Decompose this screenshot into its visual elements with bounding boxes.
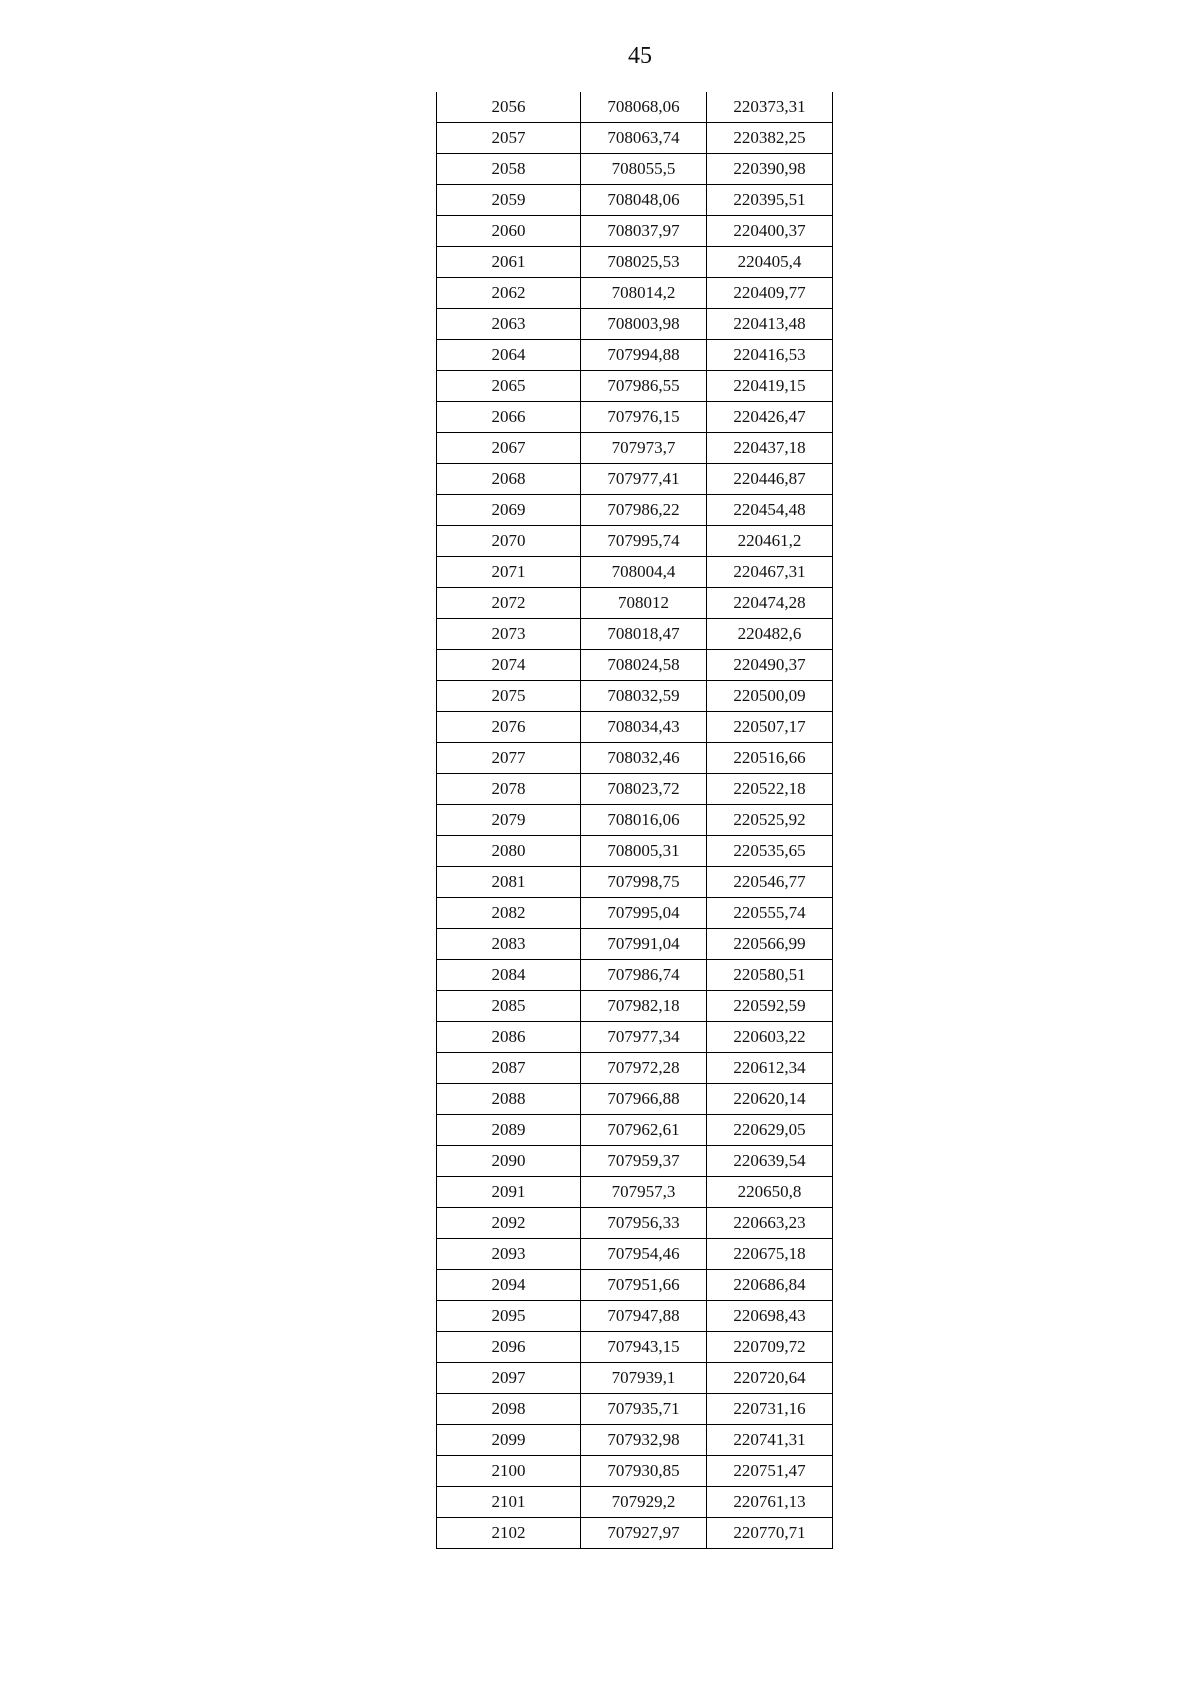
- point-number-cell: 2101: [437, 1487, 581, 1518]
- x-coordinate-cell: 707957,3: [581, 1177, 707, 1208]
- y-coordinate-cell: 220566,99: [707, 929, 833, 960]
- y-coordinate-cell: 220395,51: [707, 185, 833, 216]
- table-row: [437, 1239, 833, 1270]
- x-coordinate-cell: 707972,28: [581, 1053, 707, 1084]
- point-number-cell: 2095: [437, 1301, 581, 1332]
- y-coordinate-cell: 220482,6: [707, 619, 833, 650]
- y-coordinate-cell: 220400,37: [707, 216, 833, 247]
- y-coordinate-cell: 220373,31: [707, 92, 833, 123]
- y-coordinate-cell: 220419,15: [707, 371, 833, 402]
- table-row: [437, 464, 833, 495]
- table-row: [437, 1363, 833, 1394]
- y-coordinate-cell: 220709,72: [707, 1332, 833, 1363]
- x-coordinate-cell: 708063,74: [581, 123, 707, 154]
- x-coordinate-cell: 707991,04: [581, 929, 707, 960]
- point-number-cell: 2064: [437, 340, 581, 371]
- table-row: [437, 836, 833, 867]
- y-coordinate-cell: 220416,53: [707, 340, 833, 371]
- point-number-cell: 2079: [437, 805, 581, 836]
- x-coordinate-cell: 707956,33: [581, 1208, 707, 1239]
- x-coordinate-cell: 707982,18: [581, 991, 707, 1022]
- point-number-cell: 2057: [437, 123, 581, 154]
- x-coordinate-cell: 707939,1: [581, 1363, 707, 1394]
- x-coordinate-cell: 707977,34: [581, 1022, 707, 1053]
- table-row: [437, 805, 833, 836]
- x-coordinate-cell: 707927,97: [581, 1518, 707, 1549]
- coordinate-table-body: [437, 92, 833, 1549]
- x-coordinate-cell: 707943,15: [581, 1332, 707, 1363]
- y-coordinate-cell: 220535,65: [707, 836, 833, 867]
- y-coordinate-cell: 220522,18: [707, 774, 833, 805]
- table-row: [437, 433, 833, 464]
- x-coordinate-cell: 708014,2: [581, 278, 707, 309]
- y-coordinate-cell: 220454,48: [707, 495, 833, 526]
- table-row: [437, 1270, 833, 1301]
- y-coordinate-cell: 220426,47: [707, 402, 833, 433]
- y-coordinate-cell: 220639,54: [707, 1146, 833, 1177]
- y-coordinate-cell: 220761,13: [707, 1487, 833, 1518]
- y-coordinate-cell: 220770,71: [707, 1518, 833, 1549]
- point-number-cell: 2080: [437, 836, 581, 867]
- x-coordinate-cell: 707986,74: [581, 960, 707, 991]
- y-coordinate-cell: 220612,34: [707, 1053, 833, 1084]
- x-coordinate-cell: 708018,47: [581, 619, 707, 650]
- x-coordinate-cell: 707995,74: [581, 526, 707, 557]
- y-coordinate-cell: 220474,28: [707, 588, 833, 619]
- table-row: [437, 557, 833, 588]
- table-row: [437, 123, 833, 154]
- point-number-cell: 2078: [437, 774, 581, 805]
- y-coordinate-cell: 220720,64: [707, 1363, 833, 1394]
- point-number-cell: 2099: [437, 1425, 581, 1456]
- table-row: [437, 1084, 833, 1115]
- x-coordinate-cell: 707995,04: [581, 898, 707, 929]
- point-number-cell: 2089: [437, 1115, 581, 1146]
- x-coordinate-cell: 708055,5: [581, 154, 707, 185]
- point-number-cell: 2070: [437, 526, 581, 557]
- table-row: [437, 1146, 833, 1177]
- point-number-cell: 2065: [437, 371, 581, 402]
- point-number-cell: 2085: [437, 991, 581, 1022]
- point-number-cell: 2062: [437, 278, 581, 309]
- table-row: [437, 185, 833, 216]
- x-coordinate-cell: 707962,61: [581, 1115, 707, 1146]
- x-coordinate-cell: 708003,98: [581, 309, 707, 340]
- y-coordinate-cell: 220603,22: [707, 1022, 833, 1053]
- point-number-cell: 2098: [437, 1394, 581, 1425]
- x-coordinate-cell: 707954,46: [581, 1239, 707, 1270]
- x-coordinate-cell: 707959,37: [581, 1146, 707, 1177]
- point-number-cell: 2077: [437, 743, 581, 774]
- table-row: [437, 1022, 833, 1053]
- y-coordinate-cell: 220409,77: [707, 278, 833, 309]
- y-coordinate-cell: 220413,48: [707, 309, 833, 340]
- y-coordinate-cell: 220446,87: [707, 464, 833, 495]
- point-number-cell: 2084: [437, 960, 581, 991]
- table-row: [437, 495, 833, 526]
- table-row: [437, 1332, 833, 1363]
- x-coordinate-cell: 707947,88: [581, 1301, 707, 1332]
- y-coordinate-cell: 220461,2: [707, 526, 833, 557]
- y-coordinate-cell: 220751,47: [707, 1456, 833, 1487]
- table-row: [437, 1394, 833, 1425]
- y-coordinate-cell: 220507,17: [707, 712, 833, 743]
- table-row: [437, 867, 833, 898]
- y-coordinate-cell: 220467,31: [707, 557, 833, 588]
- page-number: 45: [628, 43, 652, 69]
- point-number-cell: 2056: [437, 92, 581, 123]
- table-row: [437, 960, 833, 991]
- point-number-cell: 2096: [437, 1332, 581, 1363]
- y-coordinate-cell: 220698,43: [707, 1301, 833, 1332]
- x-coordinate-cell: 708032,59: [581, 681, 707, 712]
- y-coordinate-cell: 220650,8: [707, 1177, 833, 1208]
- x-coordinate-cell: 707929,2: [581, 1487, 707, 1518]
- table-row: [437, 650, 833, 681]
- x-coordinate-cell: 708037,97: [581, 216, 707, 247]
- y-coordinate-cell: 220546,77: [707, 867, 833, 898]
- point-number-cell: 2071: [437, 557, 581, 588]
- table-row: [437, 619, 833, 650]
- table-row: [437, 309, 833, 340]
- point-number-cell: 2061: [437, 247, 581, 278]
- x-coordinate-cell: 708025,53: [581, 247, 707, 278]
- table-row: [437, 681, 833, 712]
- point-number-cell: 2093: [437, 1239, 581, 1270]
- x-coordinate-cell: 707986,22: [581, 495, 707, 526]
- table-row: [437, 588, 833, 619]
- y-coordinate-cell: 220663,23: [707, 1208, 833, 1239]
- point-number-cell: 2075: [437, 681, 581, 712]
- x-coordinate-cell: 707998,75: [581, 867, 707, 898]
- point-number-cell: 2086: [437, 1022, 581, 1053]
- y-coordinate-cell: 220555,74: [707, 898, 833, 929]
- table-row: [437, 1177, 833, 1208]
- table-row: [437, 154, 833, 185]
- point-number-cell: 2082: [437, 898, 581, 929]
- table-row: [437, 1301, 833, 1332]
- x-coordinate-cell: 708023,72: [581, 774, 707, 805]
- point-number-cell: 2090: [437, 1146, 581, 1177]
- x-coordinate-cell: 708024,58: [581, 650, 707, 681]
- y-coordinate-cell: 220629,05: [707, 1115, 833, 1146]
- x-coordinate-cell: 707973,7: [581, 433, 707, 464]
- y-coordinate-cell: 220592,59: [707, 991, 833, 1022]
- point-number-cell: 2074: [437, 650, 581, 681]
- table-row: [437, 92, 833, 123]
- x-coordinate-cell: 708032,46: [581, 743, 707, 774]
- table-row: [437, 371, 833, 402]
- table-row: [437, 340, 833, 371]
- table-row: [437, 402, 833, 433]
- point-number-cell: 2091: [437, 1177, 581, 1208]
- table-row: [437, 1518, 833, 1549]
- x-coordinate-cell: 708004,4: [581, 557, 707, 588]
- point-number-cell: 2094: [437, 1270, 581, 1301]
- table-row: [437, 1053, 833, 1084]
- table-row: [437, 526, 833, 557]
- point-number-cell: 2066: [437, 402, 581, 433]
- point-number-cell: 2069: [437, 495, 581, 526]
- coordinate-table-container: [436, 92, 833, 1549]
- point-number-cell: 2088: [437, 1084, 581, 1115]
- x-coordinate-cell: 707994,88: [581, 340, 707, 371]
- x-coordinate-cell: 707986,55: [581, 371, 707, 402]
- point-number-cell: 2072: [437, 588, 581, 619]
- x-coordinate-cell: 708068,06: [581, 92, 707, 123]
- x-coordinate-cell: 707976,15: [581, 402, 707, 433]
- point-number-cell: 2068: [437, 464, 581, 495]
- y-coordinate-cell: 220675,18: [707, 1239, 833, 1270]
- point-number-cell: 2060: [437, 216, 581, 247]
- table-row: [437, 278, 833, 309]
- point-number-cell: 2063: [437, 309, 581, 340]
- x-coordinate-cell: 708048,06: [581, 185, 707, 216]
- y-coordinate-cell: 220516,66: [707, 743, 833, 774]
- x-coordinate-cell: 708016,06: [581, 805, 707, 836]
- point-number-cell: 2100: [437, 1456, 581, 1487]
- y-coordinate-cell: 220500,09: [707, 681, 833, 712]
- y-coordinate-cell: 220490,37: [707, 650, 833, 681]
- table-row: [437, 743, 833, 774]
- x-coordinate-cell: 707951,66: [581, 1270, 707, 1301]
- point-number-cell: 2081: [437, 867, 581, 898]
- point-number-cell: 2102: [437, 1518, 581, 1549]
- x-coordinate-cell: 707935,71: [581, 1394, 707, 1425]
- point-number-cell: 2092: [437, 1208, 581, 1239]
- table-row: [437, 712, 833, 743]
- table-row: [437, 247, 833, 278]
- y-coordinate-cell: 220686,84: [707, 1270, 833, 1301]
- y-coordinate-cell: 220437,18: [707, 433, 833, 464]
- x-coordinate-cell: 708005,31: [581, 836, 707, 867]
- y-coordinate-cell: 220525,92: [707, 805, 833, 836]
- point-number-cell: 2059: [437, 185, 581, 216]
- point-number-cell: 2067: [437, 433, 581, 464]
- x-coordinate-cell: 708034,43: [581, 712, 707, 743]
- table-row: [437, 898, 833, 929]
- y-coordinate-cell: 220731,16: [707, 1394, 833, 1425]
- point-number-cell: 2073: [437, 619, 581, 650]
- point-number-cell: 2087: [437, 1053, 581, 1084]
- table-row: [437, 216, 833, 247]
- point-number-cell: 2058: [437, 154, 581, 185]
- y-coordinate-cell: 220620,14: [707, 1084, 833, 1115]
- table-row: [437, 1487, 833, 1518]
- y-coordinate-cell: 220580,51: [707, 960, 833, 991]
- y-coordinate-cell: 220390,98: [707, 154, 833, 185]
- x-coordinate-cell: 708012: [581, 588, 707, 619]
- table-row: [437, 1456, 833, 1487]
- point-number-cell: 2097: [437, 1363, 581, 1394]
- table-row: [437, 774, 833, 805]
- x-coordinate-cell: 707977,41: [581, 464, 707, 495]
- x-coordinate-cell: 707932,98: [581, 1425, 707, 1456]
- table-row: [437, 991, 833, 1022]
- point-number-cell: 2076: [437, 712, 581, 743]
- y-coordinate-cell: 220405,4: [707, 247, 833, 278]
- y-coordinate-cell: 220382,25: [707, 123, 833, 154]
- table-row: [437, 1115, 833, 1146]
- point-number-cell: 2083: [437, 929, 581, 960]
- y-coordinate-cell: 220741,31: [707, 1425, 833, 1456]
- x-coordinate-cell: 707966,88: [581, 1084, 707, 1115]
- table-row: [437, 929, 833, 960]
- table-row: [437, 1425, 833, 1456]
- coordinate-table: [436, 92, 833, 1549]
- x-coordinate-cell: 707930,85: [581, 1456, 707, 1487]
- table-row: [437, 1208, 833, 1239]
